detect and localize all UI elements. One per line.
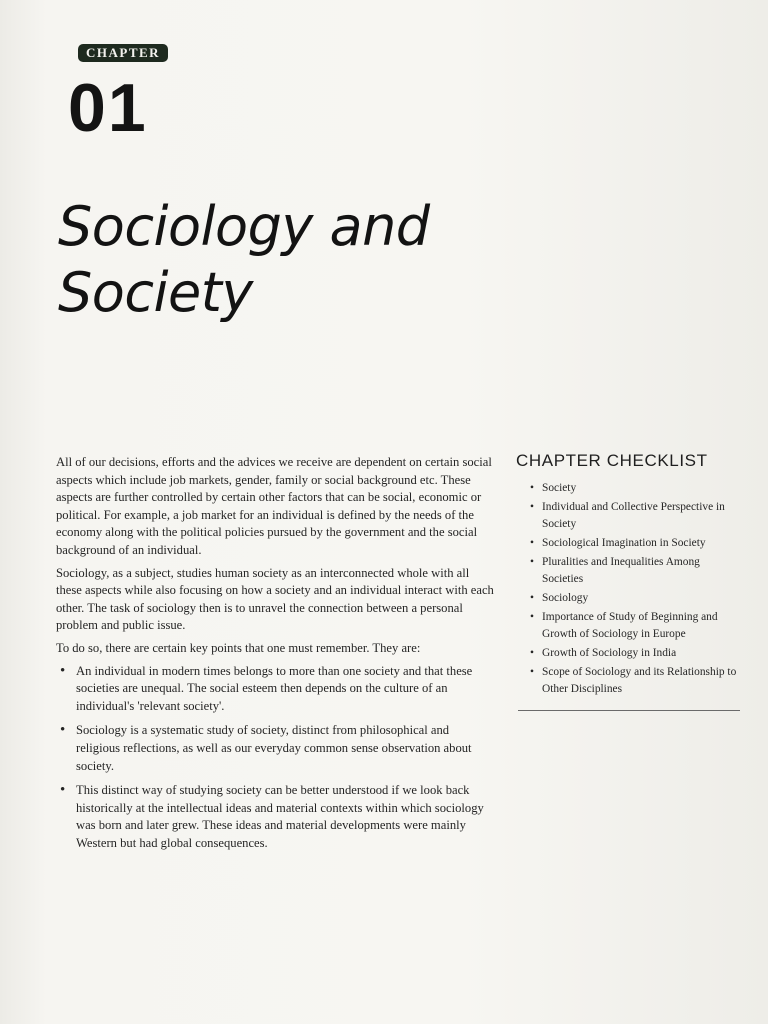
chapter-intro: [56, 454, 496, 859]
checklist-item: • Growth of Sociology in India: [532, 645, 738, 662]
checklist-item: • Importance of Study of Beginning and Growth of Sociology in Europe: [532, 609, 738, 643]
checklist-item: • Sociology: [532, 590, 738, 607]
checklist-item: • Society: [532, 480, 738, 497]
key-point: • An individual in modern times belongs to more than one society and that these societies are unequal. The social esteem then depends on the culture of an individual's 'relevant society'.: [66, 663, 496, 716]
checklist-item: • Pluralities and Inequalities Among Societies: [532, 554, 738, 588]
checklist-list: [516, 480, 738, 698]
checklist-item: • Scope of Sociology and its Relationship to Other Disciplines: [532, 664, 738, 698]
checklist-item: • Sociological Imagination in Society: [532, 535, 738, 552]
key-points-list: [56, 663, 496, 853]
key-point: • Sociology is a systematic study of society, distinct from philosophical and religious reflections, as well as our everyday common sense observation about society.: [66, 722, 496, 775]
intro-paragraph-2: Sociology, as a subject, studies human society as an interconnected whole with all these aspects while also focusing on how a society and an individual interact with each other. The task of sociology then is to unravel the connection between a personal problem and public issue.: [56, 565, 494, 633]
checklist-item: • Individual and Collective Perspective in Society: [532, 499, 738, 533]
intro-paragraph-3: To do so, there are certain key points that one must remember. They are:: [56, 640, 421, 655]
chapter-title: Sociology and Society: [58, 195, 430, 324]
chapter-checklist: [516, 451, 738, 711]
checklist-divider: [518, 710, 740, 711]
checklist-heading: CHAPTER CHECKLIST: [516, 451, 708, 470]
chapter-badge: CHAPTER: [78, 44, 168, 62]
chapter-number: 01: [68, 70, 148, 146]
key-point: • This distinct way of studying society can be better understood if we look back historically at the intellectual ideas and material contexts within which sociology was born and later grew. These ideas and material developments were mainly Western but had global consequences.: [66, 782, 496, 852]
intro-paragraph-1: All of our decisions, efforts and the advices we receive are dependent on certain social aspects which include job markets, gender, family or social background etc. These aspects are further controlled by certain other factors that can be social, economic or political. For example, a job market for an individual is defined by the needs of the economy along with the political policies pursued by the government and the social background of an individual.: [56, 455, 492, 557]
